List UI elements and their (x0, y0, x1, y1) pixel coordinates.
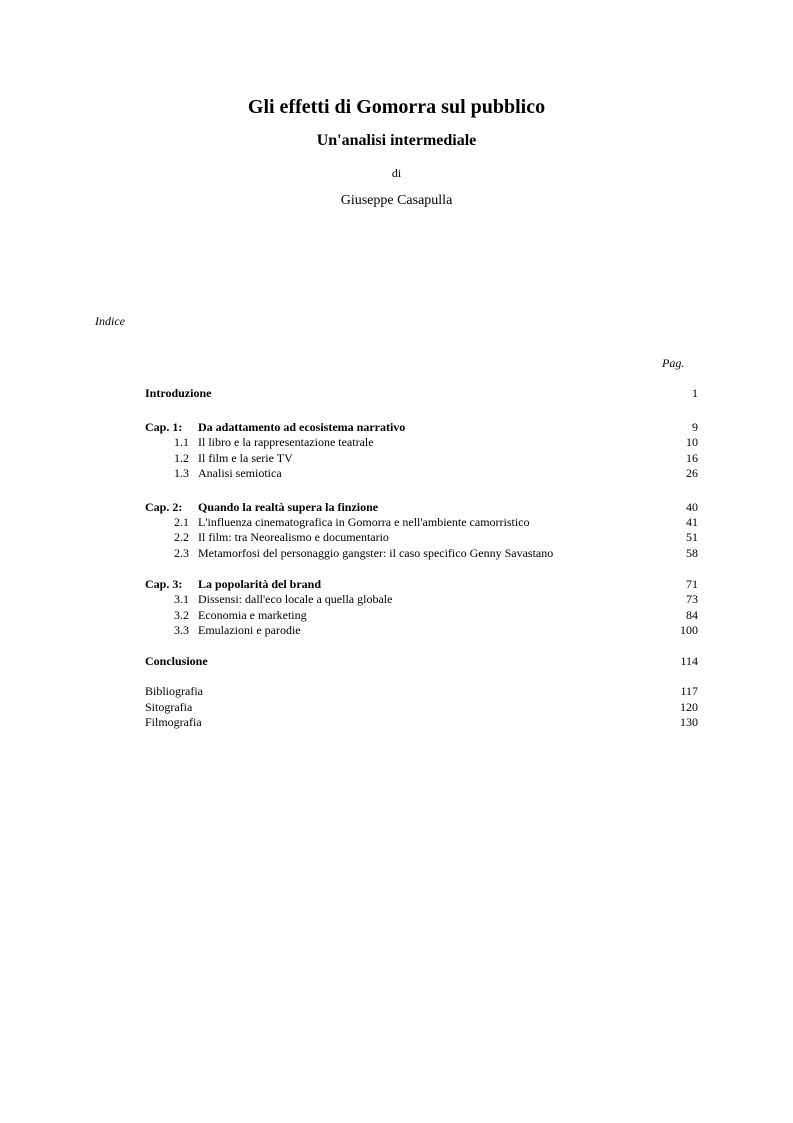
author-name: Giuseppe Casapulla (340, 193, 453, 208)
chapter-label: Cap. 2: (145, 500, 183, 514)
toc-section-1-1[interactable] (145, 435, 698, 450)
section-title: Il film: tra Neorealismo e documentario (198, 530, 389, 544)
section-page: 84 (686, 608, 698, 622)
section-title: Metamorfosi del personaggio gangster: il caso specifico Genny Savastano (198, 546, 554, 560)
toc-section-3-1[interactable] (145, 592, 698, 607)
toc-section-3-2[interactable] (145, 608, 698, 623)
section-title: Economia e marketing (198, 608, 307, 622)
toc-entry-page: 1 (692, 386, 698, 400)
section-page: 51 (686, 530, 698, 544)
chapter-title: Da adattamento ad ecosistema narrativo (198, 420, 406, 434)
section-number: 3.2 (174, 608, 189, 622)
section-number: 1.1 (174, 435, 189, 449)
toc-chapter-1[interactable] (145, 420, 698, 435)
toc-chapter-3[interactable] (145, 577, 698, 592)
chapter-title: La popolarità del brand (198, 577, 322, 591)
section-title: Il libro e la rappresentazione teatrale (198, 435, 374, 449)
toc-entry-label: Introduzione (145, 386, 212, 400)
section-title: Emulazioni e parodie (198, 623, 301, 637)
section-page: 73 (686, 592, 698, 606)
toc-entry-conclusion[interactable] (145, 654, 698, 669)
toc-entry-label: Sitografia (145, 700, 193, 714)
toc-section-2-3[interactable] (145, 546, 698, 561)
document-title: Gli effetti di Gomorra sul pubblico (247, 96, 546, 118)
toc-entry-filmography[interactable] (145, 715, 698, 730)
toc-entry-page: 114 (680, 654, 698, 668)
section-number: 1.2 (174, 451, 189, 465)
toc-entry-sitography[interactable] (145, 700, 698, 715)
toc-entry-page: 130 (680, 715, 698, 729)
section-number: 2.2 (174, 530, 189, 544)
toc-entry-page: 117 (680, 684, 698, 698)
toc-chapter-2[interactable] (145, 500, 698, 515)
section-title: L'influenza cinematografica in Gomorra e nell'ambiente camorristico (198, 515, 530, 529)
chapter-page: 40 (686, 500, 698, 514)
section-number: 2.3 (174, 546, 189, 560)
toc-entry-bibliography[interactable] (145, 684, 698, 699)
toc-section-2-2[interactable] (145, 530, 698, 545)
section-page: 41 (686, 515, 698, 529)
toc-section-3-3[interactable] (145, 623, 698, 638)
section-title: Il film e la serie TV (198, 451, 293, 465)
toc-entry-label: Conclusione (145, 654, 208, 668)
chapter-label: Cap. 3: (145, 577, 183, 591)
toc-heading: Indice (95, 314, 125, 328)
section-number: 3.3 (174, 623, 189, 637)
document-subtitle: Un'analisi intermediale (316, 132, 477, 149)
chapter-label: Cap. 1: (145, 420, 183, 434)
section-page: 16 (686, 451, 698, 465)
chapter-title: Quando la realtà supera la finzione (198, 500, 379, 514)
toc-entry-page: 120 (680, 700, 698, 714)
toc-entry-introduction[interactable] (145, 386, 698, 401)
toc-entry-label: Bibliografia (145, 684, 203, 698)
section-title: Dissensi: dall'eco locale a quella globale (198, 592, 393, 606)
section-number: 2.1 (174, 515, 189, 529)
section-page: 100 (680, 623, 698, 637)
section-page: 58 (686, 546, 698, 560)
section-page: 26 (686, 466, 698, 480)
toc-entry-label: Filmografia (145, 715, 202, 729)
section-number: 3.1 (174, 592, 189, 606)
author-preposition: di (391, 166, 402, 180)
section-title: Analisi semiotica (198, 466, 282, 480)
chapter-page: 71 (686, 577, 698, 591)
chapter-page: 9 (692, 420, 698, 434)
toc-section-1-2[interactable] (145, 451, 698, 466)
section-number: 1.3 (174, 466, 189, 480)
page-column-label: Pag. (662, 356, 685, 370)
section-page: 10 (686, 435, 698, 449)
toc-section-1-3[interactable] (145, 466, 698, 481)
toc-section-2-1[interactable] (145, 515, 698, 530)
